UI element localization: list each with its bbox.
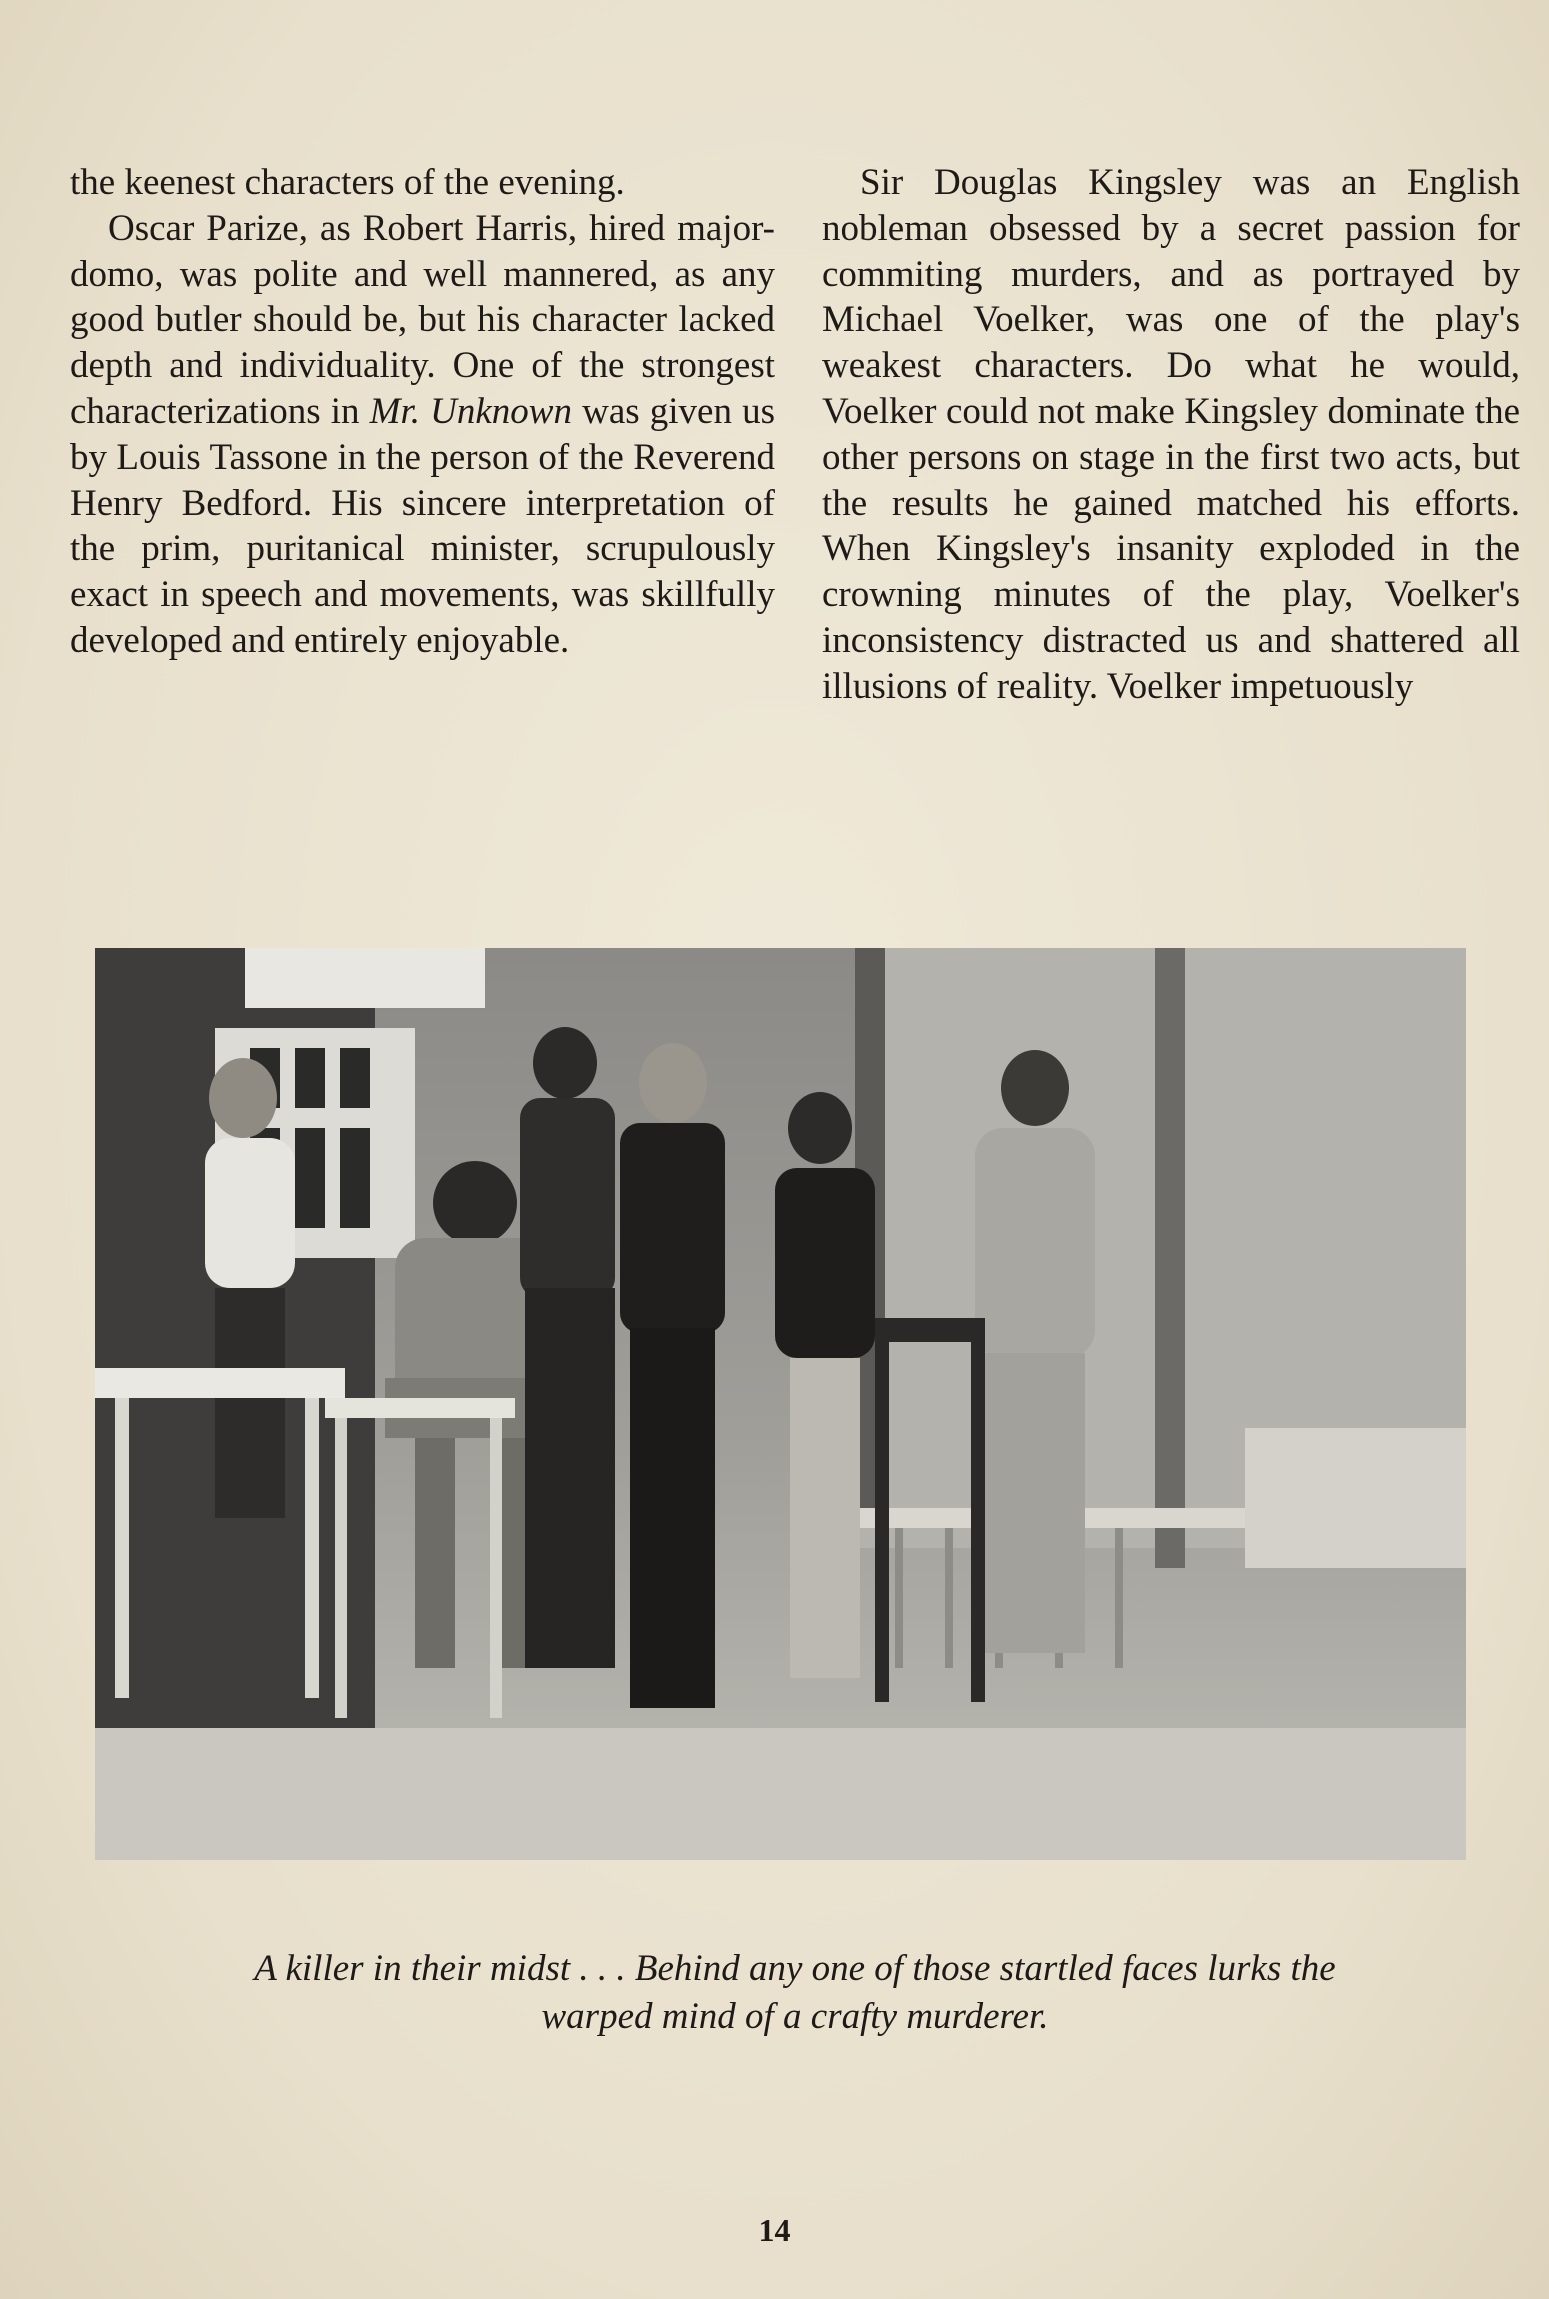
caption-line-2: warped mind of a crafty murderer. [541, 1996, 1049, 2037]
photo-caption [70, 1945, 1520, 2041]
left-paragraph-1: the keenest characters of the evening. [70, 162, 625, 203]
page-number: 14 [758, 2212, 791, 2248]
left-paragraph-2 [70, 206, 775, 664]
stage-photograph [95, 948, 1466, 1860]
play-title: Mr. Unknown [369, 390, 572, 432]
right-paragraph-1: Sir Douglas Kingsley was an English nobleman obsessed by a secret passion for commiting murders, and as portrayed by Michael Voelker, was one of the play's weakest characters. Do what he would, Voelker could not make Kingsley dominate the other persons on stage in the first two acts, but the results he gained matched his efforts. When Kingsley's insanity exploded in the crowning minutes of the play, Voelker's inconsistency distracted us and shattered all illusions of reality. Voelker impetuously [822, 162, 1520, 707]
caption-line-1: A killer in their midst . . . Behind any one of those startled faces lurks the [254, 1948, 1336, 1989]
right-column [822, 160, 1520, 710]
paragraph-text-after: was given us by Louis Tassone in the person of the Reverend Henry Bedford. His sincere interpretation of the prim, puritanical minister, scrupulously exact in speech and movements, was skillfully developed and entirely enjoyable. [70, 390, 775, 661]
left-column [70, 160, 775, 664]
photo-image [95, 948, 1466, 1860]
paragraph-text: Oscar Parize, as Robert Harris, hired major-domo, was polite and well mannered, as any good butler should be, but his character lacked depth and individuality. One of the strongest characterizations in [70, 207, 775, 432]
